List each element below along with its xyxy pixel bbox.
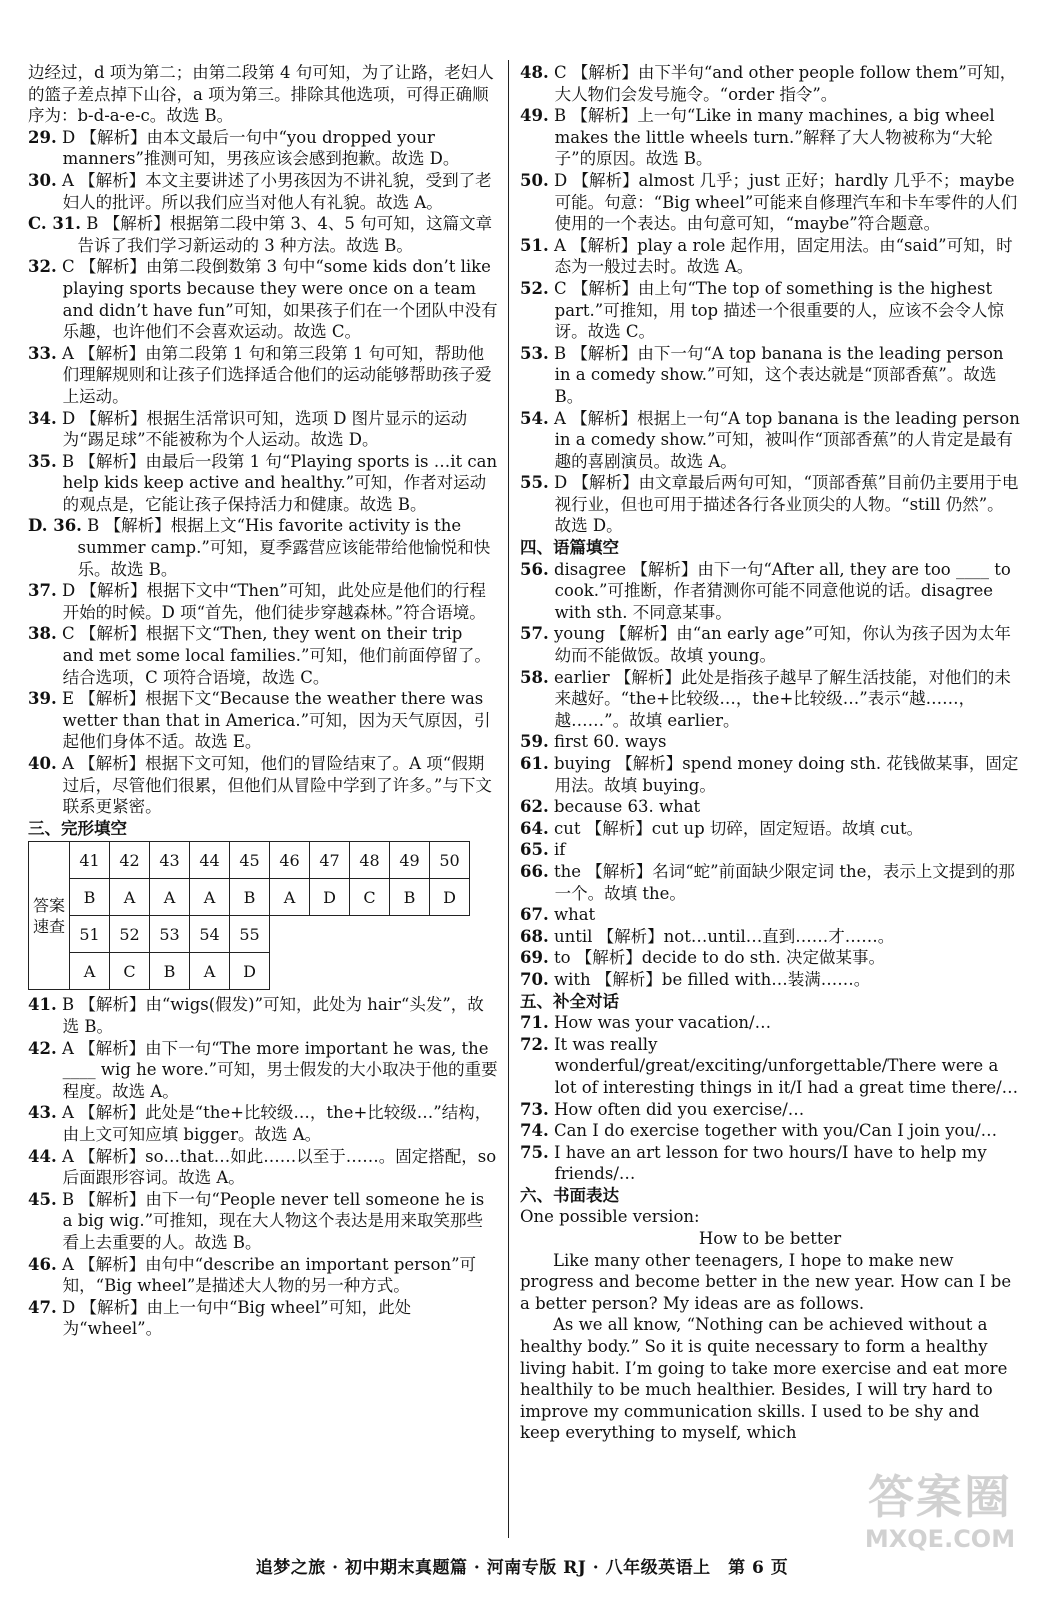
question-number: 45. (28, 1189, 57, 1209)
question-number: 75. (520, 1142, 549, 1162)
explanation-continuation: 边经过，d 项为第二；由第二段第 4 句可知，为了让路，老妇人的篮子差点掉下山谷，a 项为第三。排除其他选项，可得正确顺序为：b-d-a-e-c。故选 B。 (28, 63, 494, 126)
answer-letter: with (553, 969, 591, 989)
explanation-text: 【解析】由句中“describe an important person”可知，“Big wheel”是描述大人物的另一种方式。 (62, 1254, 477, 1296)
question-number-cell: 54 (190, 916, 230, 953)
question-number: 52. (520, 278, 549, 298)
answer-item (520, 904, 1020, 926)
answer-item (520, 1120, 1020, 1142)
question-number: 33. (28, 343, 57, 363)
answer-letter: A (61, 1038, 74, 1058)
explanation-text: 【解析】be filled with…装满……。 (595, 969, 871, 989)
answer-item (520, 667, 1020, 732)
answer-letter: because (553, 797, 623, 817)
answer-letter: C (61, 257, 75, 277)
answer-letter: C (61, 624, 75, 644)
question-number-cell: 52 (110, 916, 150, 953)
question-number: 37. (28, 581, 57, 601)
explanation-text: 【解析】由第二段倒数第 3 句中“some kids don’t like playing sports because they were once on a team and didn’t have fun”可知，如果孩子们在一个团队中没有乐趣，也许他们不会喜欢运动。故选 C。 (62, 257, 498, 342)
answer-item (28, 451, 498, 516)
answer-item (28, 623, 498, 688)
question-number: 72. (520, 1034, 549, 1054)
explanation-text: 【解析】根据生活常识可知，选项 D 图片显示的运动为“踢足球”不能被称为个人运动。故选 D。 (62, 408, 468, 450)
explanation-text: 【解析】此处是指孩子越早了解生活技能，对他们的未来越好。“the+比较级…，the+比较级…”表示“越……，越……”。故填 earlier。 (554, 667, 1011, 730)
explanation-text: 【解析】由上句“The top of something is the highest part.”可推知，用 top 描述一个很重要的人，应该不会令人惊讶。故选 C。 (554, 278, 1004, 342)
answer-item (520, 753, 1020, 796)
explanation-text: 【解析】由第二段第 1 句和第三段第 1 句可知，帮助他们理解规则和让孩子们选择适合他们的运动能够帮助孩子爱上运动。 (62, 343, 492, 406)
answer-cell: D (430, 879, 470, 916)
answer-item (28, 408, 498, 451)
explanation-text: 60. ways (593, 732, 667, 752)
question-number: 67. (520, 905, 549, 925)
answer-item (28, 127, 498, 170)
question-number: 69. (520, 948, 549, 968)
answer-cell: C (350, 879, 390, 916)
answer-letter: B (61, 995, 75, 1015)
essay-paragraph: As we all know, “Nothing can be achieved without a healthy body.” So it is quite necessary to form a healthy living habit. I’m going to take more exercise and eat more healthily to be much healthier. Besides, I will try hard to improve my communication skills. I used to be shy and keep everything to myself, which (520, 1315, 1008, 1443)
question-number: 53. (520, 343, 549, 363)
answer-item (28, 1102, 498, 1145)
answer-item (28, 1297, 498, 1340)
table-side-label: 答案速查 (29, 842, 70, 990)
answer-cell: B (390, 879, 430, 916)
question-number: 58. (520, 667, 549, 687)
answer-item (520, 731, 1020, 753)
explanation-text: 【解析】由文章最后两句可知，“顶部香蕉”目前仍主要用于电视行业，但也可用于描述各行各业顶尖的人物。“still 仍然”。故选 D。 (554, 473, 1019, 536)
question-number: 64. (520, 818, 549, 838)
question-number: 61. (520, 754, 549, 773)
answer-item (520, 623, 1020, 666)
answer-row-nums-2 (29, 916, 470, 953)
answer-item (28, 170, 498, 213)
answer-item (28, 580, 498, 623)
question-number: 55. (520, 473, 549, 493)
question-number: 65. (520, 840, 549, 860)
section-heading: 三、完形填空 (28, 818, 127, 838)
answer-item (520, 62, 1020, 105)
answer-item (28, 1146, 498, 1189)
answer-letter: A (61, 343, 74, 363)
question-number-cell: 55 (230, 916, 270, 953)
explanation-text: 【解析】根据下文“Then, they went on their trip and met some local families.”可知，他们前面停留了。结合选项，C 项符合语境，故选 C。 (62, 624, 491, 687)
answer-cell: B (150, 953, 190, 990)
explanation-text: It was really wonderful/great/exciting/unforgettable/There were a lot of interesting things in it/I had a great time there/… (553, 1034, 1019, 1097)
question-number: 39. (28, 689, 57, 709)
answer-item (520, 278, 1020, 343)
answer-cell: A (110, 879, 150, 916)
answer-item (28, 1038, 498, 1103)
explanation-text: 【解析】由下一句“The more important he was, the ____ wig he wore.”可知，男士假发的大小取决于他的重要程度。故选 A。 (62, 1038, 498, 1101)
answer-letter: if (553, 840, 566, 860)
watermark-logo (850, 1470, 1030, 1590)
answer-item (28, 213, 498, 256)
answer-letter: A (61, 170, 74, 190)
answer-letter: cut (553, 818, 581, 838)
answer-letter: D (61, 127, 76, 147)
section-heading: 六、书面表达 (520, 1185, 619, 1205)
question-number: 38. (28, 624, 57, 644)
explanation-text: 【解析】此处是“the+比较级…，the+比较级…”结构，由上文可知应填 bigger。故选 A。 (62, 1103, 492, 1144)
explanation-text: 【解析】cut up 切碎，固定短语。故填 cut。 (585, 818, 924, 838)
explanation-text: 【解析】由“an early age”可知，你认为孩子因为太年幼而不能做饭。故填 young。 (554, 624, 1011, 666)
answer-item (520, 796, 1020, 818)
explanation-text: 【解析】根据下文“Because the weather there was wetter than that in America.”可知，因为天气原因，引起他们身体不适。故选 E。 (62, 689, 491, 752)
answer-cell: B (230, 879, 270, 916)
question-number-cell: 42 (110, 842, 150, 879)
question-number-cell: 48 (350, 842, 390, 879)
question-number: 54. (520, 408, 549, 428)
explanation-text: 【解析】play a role 起作用，固定用法。由“said”可知，时态为一般过去时。故选 A。 (554, 235, 1013, 277)
question-number-cell: 45 (230, 842, 270, 879)
answer-letter: E (61, 689, 75, 709)
left-column (28, 62, 498, 1340)
question-number: 48. (520, 63, 549, 82)
question-number-cell: 51 (70, 916, 110, 953)
answer-item (28, 1189, 498, 1254)
explanation-text: 【解析】not…until…直到……才……。 (597, 926, 895, 946)
answer-letter: D (61, 581, 76, 601)
answer-letter: C (553, 63, 567, 82)
answer-letter: A (61, 1103, 74, 1123)
question-number-cell: 46 (270, 842, 310, 879)
essay-title: How to be better (698, 1229, 842, 1249)
question-number: 57. (520, 624, 549, 644)
explanation-text: 【解析】名词“蛇”前面缺少限定词 the，表示上文提到的那一个。故填 the。 (554, 861, 1015, 903)
answer-cell: D (310, 879, 350, 916)
explanation-text: 【解析】由下一句“A top banana is the leading person in a comedy show.”可知，这个表达就是“顶部香蕉”。故选 B。 (554, 343, 1004, 406)
question-number-cell: 53 (150, 916, 190, 953)
question-number: 51. (520, 235, 549, 255)
answer-cell: A (270, 879, 310, 916)
answer-letter: young (553, 624, 606, 644)
answer-cell: A (70, 953, 110, 990)
answer-item (520, 343, 1020, 408)
question-number: C. 31. (28, 214, 82, 234)
explanation-text: How often did you exercise/… (553, 1099, 805, 1119)
explanation-text: 【解析】上一句“Like in many machines, a big wheel makes the little wheels turn.”解释了大人物被称为“大轮子”的原因。故选 B。 (554, 106, 995, 169)
answer-letter: A (61, 754, 74, 773)
answer-letter: A (61, 1146, 74, 1166)
answer-item (520, 1034, 1020, 1099)
question-number: 70. (520, 969, 549, 989)
answer-item (28, 994, 498, 1037)
question-number: 62. (520, 797, 549, 817)
answer-letter: earlier (553, 667, 610, 687)
answer-item (520, 170, 1020, 235)
answer-letter: until (553, 926, 593, 946)
answer-cell: A (190, 953, 230, 990)
answer-letter: first (553, 732, 588, 752)
explanation-text: 【解析】由下一句“People never tell someone he is a big wig.”可推知，现在大人物这个表达是用来取笑那些看上去重要的人。故选 B。 (62, 1189, 485, 1252)
watermark-line1: 答案圈 (868, 1470, 1012, 1524)
explanation-text: 【解析】spend money doing sth. 花钱做某事，固定用法。故填 buying。 (554, 754, 1019, 795)
question-number: 66. (520, 861, 549, 881)
question-number: 30. (28, 170, 57, 190)
question-number-cell: 41 (70, 842, 110, 879)
question-number: 43. (28, 1103, 57, 1123)
explanation-text: 【解析】根据第二段中第 3、4、5 句可知，这篇文章告诉了我们学习新运动的 3 种方法。故选 B。 (77, 214, 493, 255)
answer-row-ans-1 (29, 879, 470, 916)
answer-cell: C (110, 953, 150, 990)
explanation-text: I have an art lesson for two hours/I have to help my friends/… (553, 1142, 987, 1184)
question-number: 32. (28, 257, 57, 277)
explanation-text: 【解析】由最后一段第 1 句“Playing sports is …it can help kids keep active and healthy.”可知，作者对运动的观点是，它能让孩子保持活力和健康。故选 B。 (62, 451, 498, 514)
answer-letter: D (553, 170, 568, 190)
answer-quick-check-table (28, 841, 470, 990)
answer-item (28, 753, 498, 818)
question-number: 73. (520, 1099, 549, 1119)
question-number-cell: 50 (430, 842, 470, 879)
question-number: D. 36. (28, 516, 82, 536)
answer-letter: A (61, 1254, 74, 1274)
question-number: 71. (520, 1013, 549, 1033)
explanation-text: 【解析】由下半句“and other people follow them”可知，大人物们会发号施令。“order 指令”。 (554, 63, 1017, 104)
answer-letter: disagree (553, 559, 627, 579)
answer-item (520, 105, 1020, 170)
explanation-text: 【解析】almost 几乎；just 正好；hardly 几乎不；maybe 可能。句意：“Big wheel”可能来自修理汽车和卡车零件的人们使用的一个表达。由句意可知，“maybe”符合题意。 (554, 170, 1018, 234)
question-number: 46. (28, 1254, 57, 1274)
answer-item (520, 947, 1020, 969)
answer-letter: D (553, 473, 568, 493)
explanation-text: 【解析】根据上一句“A top banana is the leading person in a comedy show.”可知，被叫作“顶部香蕉”的人肯定是最有趣的喜剧演员。故选 A。 (554, 408, 1020, 471)
answer-row-nums-1 (29, 842, 470, 879)
question-number: 40. (28, 754, 57, 773)
explanation-text: 【解析】decide to do sth. 决定做某事。 (575, 948, 885, 968)
explanation-text: 【解析】由下一句“After all, they are too ____ to cook.”可推断，作者猜测你可能不同意他说的话。disagree with sth. 不同意某事。 (554, 559, 1011, 622)
answer-item (520, 1142, 1020, 1185)
question-number: 47. (28, 1297, 57, 1317)
answer-letter: B (87, 516, 100, 536)
explanation-text: 【解析】so…that…如此……以至于……。固定搭配，so 后面跟形容词。故选 A。 (62, 1146, 497, 1188)
answer-item (28, 688, 498, 753)
answer-item (520, 235, 1020, 278)
answer-item (520, 1012, 1020, 1034)
answer-item (520, 926, 1020, 948)
answer-cell: D (230, 953, 270, 990)
explanation-text: How was your vacation/… (553, 1013, 772, 1033)
explanation-text: Can I do exercise together with you/Can I join you/… (553, 1121, 998, 1141)
answer-item (520, 408, 1020, 473)
answer-item (28, 343, 498, 408)
column-divider (508, 60, 509, 1538)
answer-item (520, 1099, 1020, 1121)
answer-row-ans-2 (29, 953, 470, 990)
answer-item (520, 861, 1020, 904)
question-number-cell: 44 (190, 842, 230, 879)
explanation-text: 【解析】由本文最后一句中“you dropped your manners”推测可知，男孩应该会感到抱歉。故选 D。 (62, 127, 460, 169)
question-number-cell: 43 (150, 842, 190, 879)
answer-cell: B (70, 879, 110, 916)
question-number: 59. (520, 732, 549, 752)
answer-item (520, 969, 1020, 991)
essay-paragraph: Like many other teenagers, I hope to make new progress and become better in the new year. How can I be a better person? My ideas are as follows. (520, 1250, 1012, 1313)
question-number: 68. (520, 926, 549, 946)
question-number: 50. (520, 170, 549, 190)
answer-letter: C (553, 278, 567, 298)
section-heading: 四、语篇填空 (520, 538, 619, 558)
question-number: 42. (28, 1038, 57, 1058)
answer-cell: A (190, 879, 230, 916)
answer-item (28, 1254, 498, 1297)
question-number-cell: 49 (390, 842, 430, 879)
answer-cell: A (150, 879, 190, 916)
question-number: 35. (28, 451, 57, 471)
question-number: 74. (520, 1121, 549, 1141)
answer-letter: D (61, 408, 76, 428)
answer-letter: B (61, 1189, 75, 1209)
answer-letter: buying (553, 754, 611, 773)
explanation-text: 63. what (627, 797, 701, 817)
essay-intro: One possible version: (520, 1207, 700, 1227)
answer-letter: what (553, 905, 596, 925)
question-number: 56. (520, 559, 549, 579)
answer-letter: B (553, 343, 567, 363)
explanation-text: 【解析】由“wigs(假发)”可知，此处为 hair“头发”，故选 B。 (62, 995, 484, 1036)
answer-letter: B (553, 106, 567, 126)
right-column (520, 62, 1020, 1444)
section-heading: 五、补全对话 (520, 991, 619, 1011)
answer-item (520, 472, 1020, 537)
answer-item (520, 559, 1020, 624)
question-number: 34. (28, 408, 57, 428)
explanation-text: 【解析】根据上文“His favorite activity is the summer camp.”可知，夏季露营应该能带给他愉悦和快乐。故选 B。 (77, 516, 491, 579)
answer-item (28, 256, 498, 342)
question-number: 41. (28, 995, 57, 1015)
page-footer: 追梦之旅 · 初中期末真题篇 · 河南专版 RJ · 八年级英语上 第 6 页 (255, 1558, 789, 1578)
question-number-cell: 47 (310, 842, 350, 879)
answer-item (520, 839, 1020, 861)
watermark-line2: MXQE.COM (864, 1525, 1016, 1553)
answer-item (28, 515, 498, 580)
question-number: 44. (28, 1146, 57, 1166)
explanation-text: 【解析】根据下文中“Then”可知，此处应是他们的行程开始的时候。D 项“首先，他们徒步穿越森林。”符合语境。 (62, 581, 486, 622)
explanation-text: 【解析】由上一句中“Big wheel”可知，此处为“wheel”。 (62, 1297, 412, 1339)
answer-letter: D (61, 1297, 76, 1317)
answer-letter: A (553, 235, 566, 255)
answer-letter: A (553, 408, 566, 428)
answer-item (520, 818, 1020, 840)
question-number: 49. (520, 106, 549, 126)
answer-letter: B (86, 214, 99, 234)
answer-letter: B (61, 451, 75, 471)
explanation-text: 【解析】本文主要讲述了小男孩因为不讲礼貌，受到了老妇人的批评。所以我们应当对他人有礼貌。故选 A。 (62, 170, 492, 212)
question-number: 29. (28, 127, 57, 147)
explanation-text: 【解析】根据下文可知，他们的冒险结束了。A 项“假期过后，尽管他们很累，但他们从冒险中学到了许多。”与下文联系更紧密。 (62, 754, 492, 817)
answer-letter: to (553, 948, 571, 968)
answer-letter: the (553, 861, 581, 881)
